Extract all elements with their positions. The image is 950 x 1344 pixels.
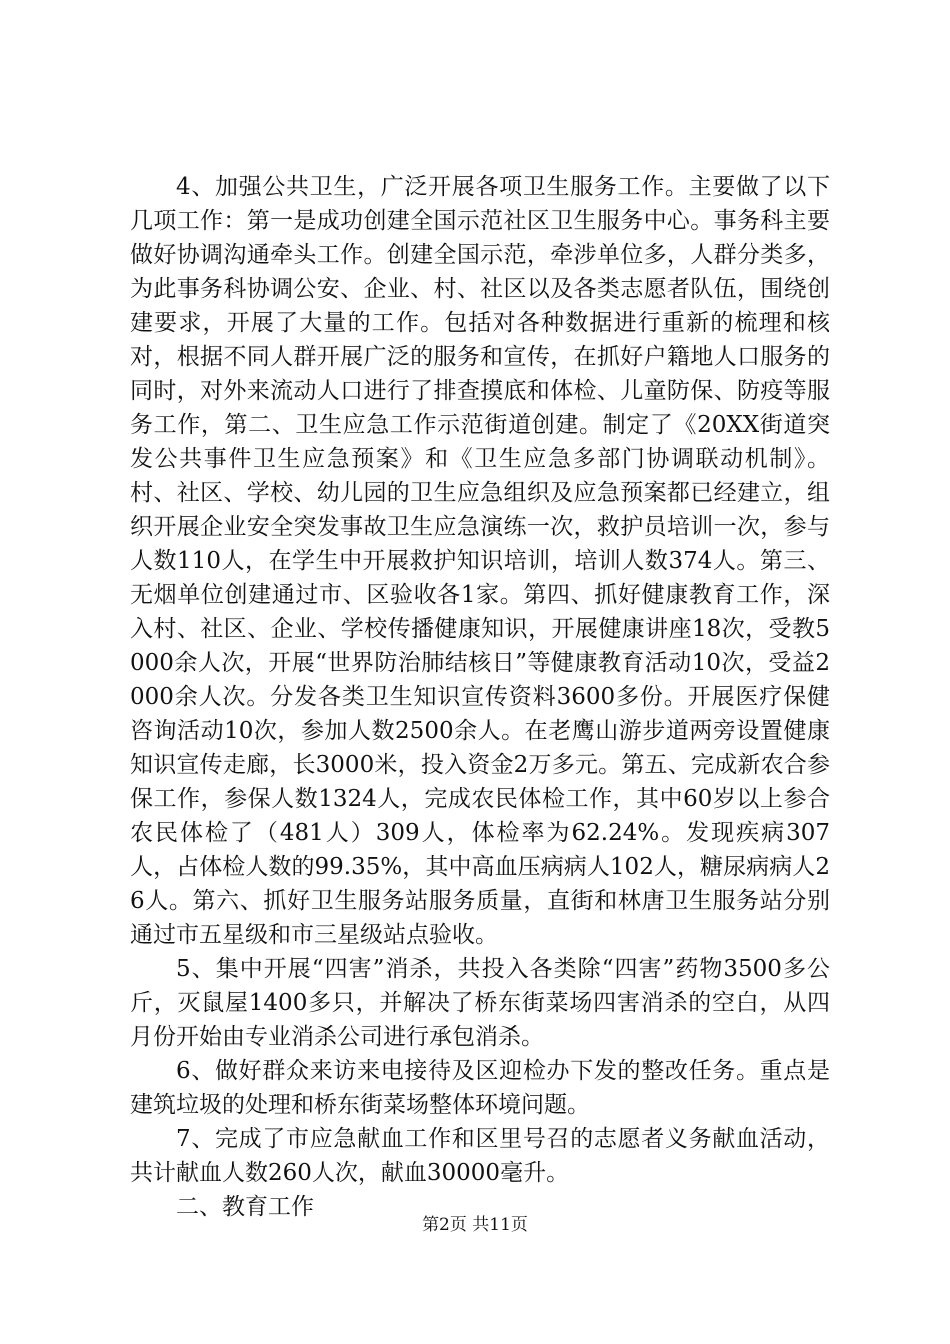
- document-body: [130, 170, 830, 1224]
- paragraph-public-health: 4、加强公共卫生，广泛开展各项卫生服务工作。主要做了以下几项工作：第一是成功创建全国示范社区卫生服务中心。事务科主要做好协调沟通牵头工作。创建全国示范，牵涉单位多，人群分类多，为此事务科协调公安、企业、村、社区以及各类志愿者队伍，围绕创建要求，开展了大量的工作。包括对各种数据进行重新的梳理和核对，根据不同人群开展广泛的服务和宣传，在抓好户籍地人口服务的同时，对外来流动人口进行了排查摸底和体检、儿童防保、防疫等服务工作，第二、卫生应急工作示范街道创建。制定了《20XX街道突发公共事件卫生应急预案》和《卫生应急多部门协调联动机制》。村、社区、学校、幼儿园的卫生应急组织及应急预案都已经建立，组织开展企业安全突发事故卫生应急演练一次，救护员培训一次，参与人数110人，在学生中开展救护知识培训，培训人数374人。第三、无烟单位创建通过市、区验收各1家。第四、抓好健康教育工作，深入村、社区、企业、学校传播健康知识，开展健康讲座18次，受教5000余人次，开展“世界防治肺结核日”等健康教育活动10次，受益2000余人次。分发各类卫生知识宣传资料3600多份。开展医疗保健咨询活动10次，参加人数2500余人。在老鹰山游步道两旁设置健康知识宣传走廊，长3000米，投入资金2万多元。第五、完成新农合参保工作，参保人数1324人，完成农民体检工作，其中60岁以上参合农民体检了（481人）309人，体检率为62.24%。发现疾病307人，占体检人数的99.35%，其中高血压病病人102人，糖尿病病人26人。第六、抓好卫生服务站服务质量，直街和林唐卫生服务站分别通过市五星级和市三星级站点验收。: [130, 174, 830, 948]
- section-heading-education: 二、教育工作: [176, 1194, 314, 1220]
- paragraph-blood-donation: 7、完成了市应急献血工作和区里号召的志愿者义务献血活动，共计献血人数260人次，献血30000毫升。: [130, 1126, 830, 1186]
- paragraph-pest-control: 5、集中开展“四害”消杀，共投入各类除“四害”药物3500多公斤，灭鼠屋1400多只，并解决了桥东街菜场四害消杀的空白，从四月份开始由专业消杀公司进行承包消杀。: [130, 956, 830, 1050]
- paragraph-visits-reception: 6、做好群众来访来电接待及区迎检办下发的整改任务。重点是建筑垃圾的处理和桥东街菜场整体环境问题。: [130, 1058, 830, 1118]
- page-footer: [0, 1213, 950, 1237]
- page-number: 第2页 共11页: [422, 1215, 528, 1235]
